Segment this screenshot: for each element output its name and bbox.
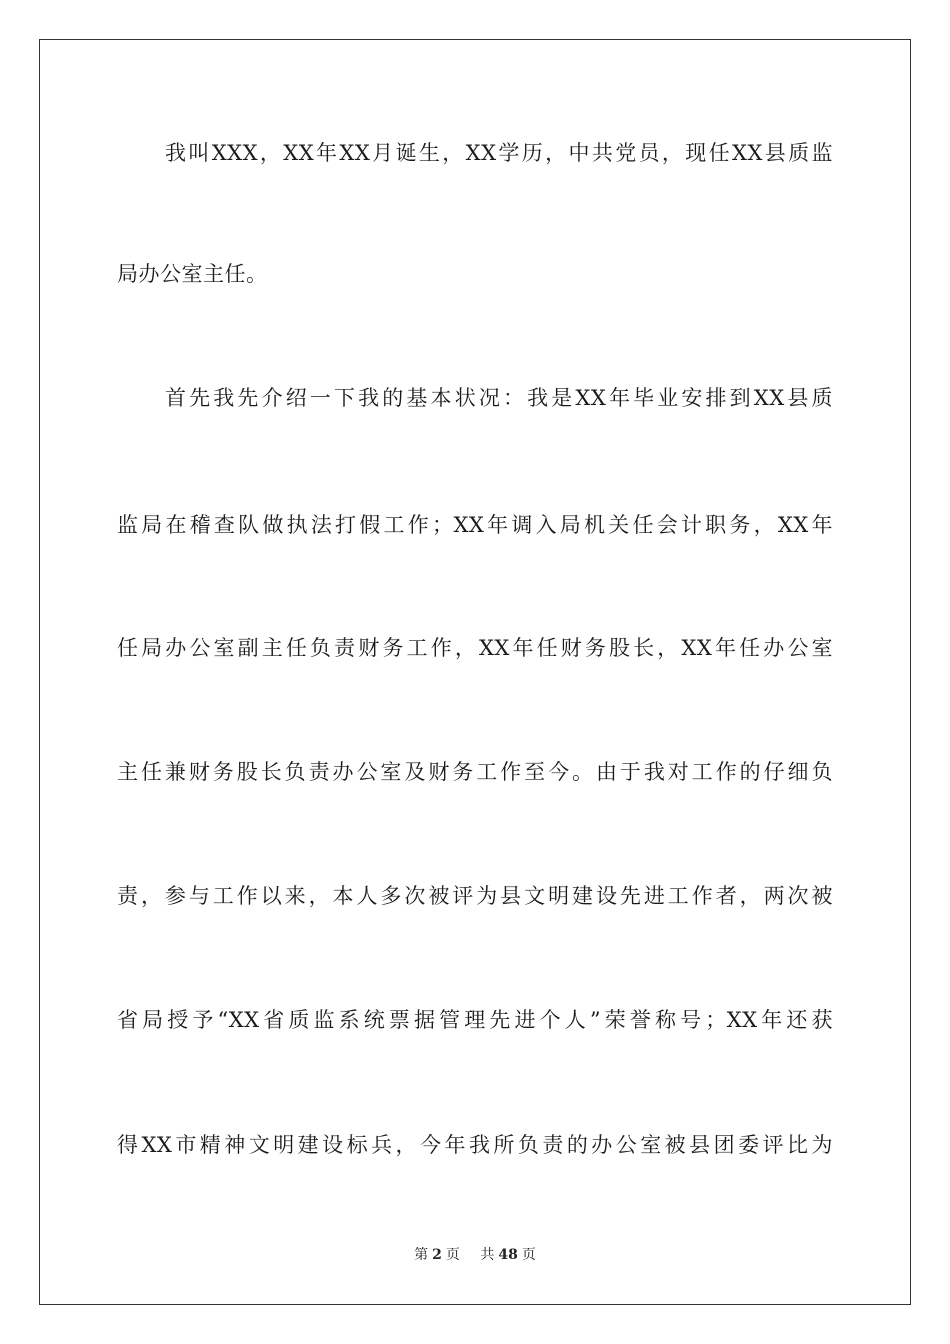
text-line-4: 监局在稽查队做执法打假工作；XX年调入局机关任会计职务，XX年 [117, 513, 833, 537]
page-suffix: 页 [445, 1247, 460, 1263]
page-number [410, 1247, 464, 1263]
text-line-7: 责，参与工作以来，本人多次被评为县文明建设先进工作者，两次被 [117, 884, 833, 908]
text-line-2: 局办公室主任。 [117, 262, 268, 286]
current-page: 2 [432, 1247, 442, 1263]
page-frame [39, 39, 911, 1305]
text-line-3: 首先我先介绍一下我的基本状况：我是XX年毕业安排到XX县质 [165, 386, 833, 410]
total-prefix: 共 [480, 1247, 495, 1263]
text-line-9: 得XX市精神文明建设标兵，今年我所负责的办公室被县团委评比为 [117, 1133, 833, 1157]
text-line-8: 省局授予“XX省质监系统票据管理先进个人”荣誉称号；XX年还获 [117, 1008, 833, 1032]
text-line-1: 我叫XXX，XX年XX月诞生，XX学历，中共党员，现任XX县质监 [165, 141, 833, 165]
page-total [476, 1247, 539, 1263]
total-suffix: 页 [521, 1247, 536, 1263]
page-prefix: 第 [414, 1247, 429, 1263]
total-pages: 48 [498, 1247, 518, 1263]
text-line-5: 任局办公室副主任负责财务工作，XX年任财务股长，XX年任办公室 [117, 636, 833, 660]
page-footer [0, 1246, 950, 1264]
text-line-6: 主任兼财务股长负责办公室及财务工作至今。由于我对工作的仔细负 [117, 760, 833, 784]
